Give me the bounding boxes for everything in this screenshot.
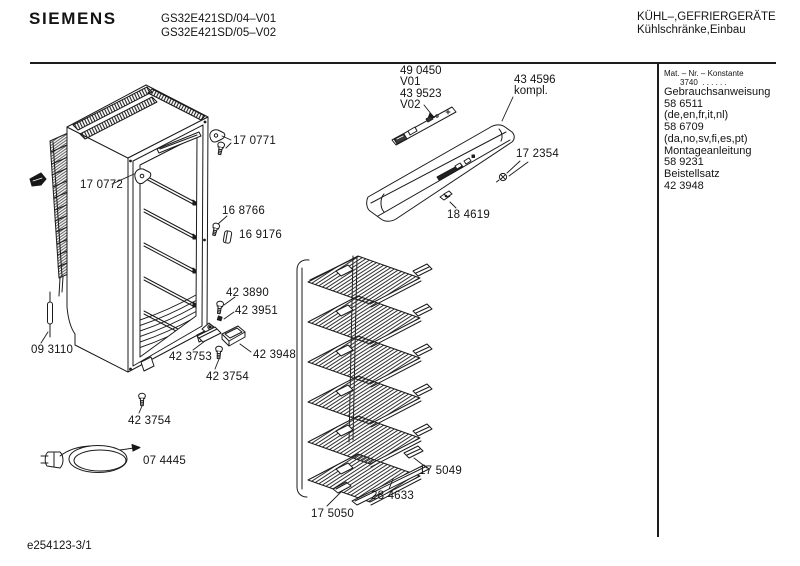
document-reference: e254123-3/1 [27, 540, 92, 552]
header-rule [30, 62, 776, 64]
title-block-line: Montageanleitung [664, 144, 752, 157]
mat-nr-value: 3740 . . . . . . [680, 78, 727, 87]
control-screw-drawing [497, 173, 507, 182]
model-codes [161, 13, 276, 40]
title-block-line: 42 3948 [664, 179, 704, 192]
pcb-label-line: 49 0450 [400, 65, 442, 77]
appliance-category [637, 11, 776, 36]
title-block-line: (de,en,fr,it,nl) [664, 109, 729, 122]
control-panel-drawing [367, 125, 515, 221]
part-label-175049: 17 5049 [419, 465, 462, 477]
cabinet-drawing [67, 85, 208, 372]
part-label-169176: 16 9176 [239, 229, 282, 241]
category-line: Kühlschränke,Einbau [637, 23, 746, 36]
model-code-line: GS32E421SD/05–V02 [161, 26, 277, 39]
panel-label-line: 43 4596 [514, 74, 556, 86]
drier-tube-drawing [48, 292, 53, 337]
title-block-line: Gebrauchsanweisung [664, 86, 771, 98]
part-label-423753: 42 3753 [169, 351, 212, 363]
part-label-093110: 09 3110 [31, 344, 74, 356]
part-label-423948: 42 3948 [253, 349, 296, 361]
title-block-line: 58 6709 [664, 121, 704, 134]
title-block [664, 69, 794, 192]
shelf-stack-drawing [297, 256, 432, 505]
part-label-423754-hinge: 42 3754 [206, 371, 249, 383]
model-code-line: GS32E421SD/04–V01 [161, 13, 277, 25]
part-label-168766: 16 8766 [222, 205, 265, 217]
part-label-184619: 18 4619 [447, 209, 490, 221]
pcb-label-line: 43 9523 [400, 87, 442, 100]
panel-label-line: kompl. [514, 85, 548, 98]
part-label-pcb-variants [400, 66, 442, 111]
part-label-284633: 28 4633 [371, 490, 414, 502]
pcb-strip-drawing [392, 107, 456, 145]
part-label-434596 [514, 75, 556, 98]
part-label-170772: 17 0772 [80, 179, 123, 191]
category-line: KÜHL–,GEFRIERGERÄTE [637, 11, 776, 23]
part-label-423951: 42 3951 [235, 305, 278, 317]
title-block-line: 58 9231 [664, 156, 704, 169]
clip-drawing [440, 191, 452, 200]
title-block-line: 58 6511 [664, 97, 703, 110]
part-label-172354: 17 2354 [516, 148, 559, 160]
pcb-label-line: V01 [400, 76, 421, 89]
mounting-clip-drawing [30, 173, 46, 186]
part-label-423890: 42 3890 [226, 287, 269, 299]
part-label-423754-foot: 42 3754 [128, 415, 171, 427]
part-label-175050: 17 5050 [311, 508, 354, 520]
title-block-divider [657, 64, 659, 537]
part-label-074445: 07 4445 [143, 455, 186, 467]
title-block-line: (da,no,sv,fi,es,pt) [664, 132, 748, 145]
brand-logo: SIEMENS [29, 9, 117, 28]
title-block-line: Beistellsatz [664, 167, 720, 180]
mat-nr-label: Mat. – Nr. – Konstante [664, 69, 744, 78]
power-cord-drawing [41, 445, 140, 473]
pcb-label-line: V02 [400, 98, 421, 111]
part-label-170771: 17 0771 [233, 135, 276, 147]
